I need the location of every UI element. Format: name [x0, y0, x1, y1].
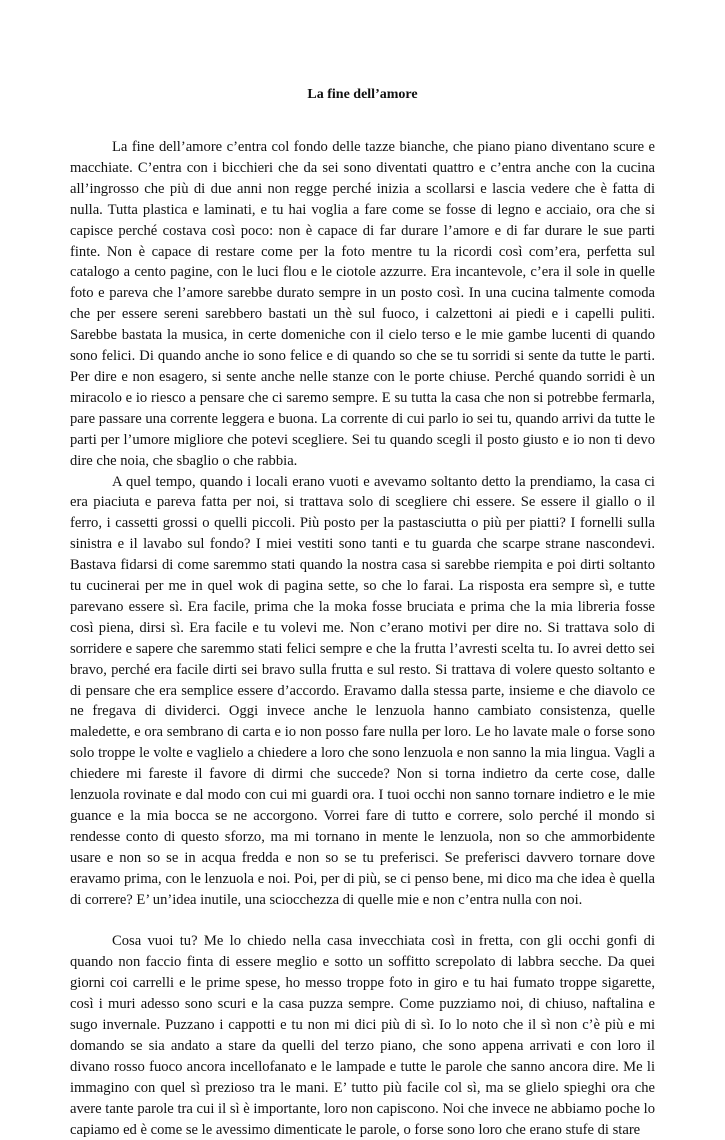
document-title: La fine dell’amore	[307, 87, 418, 102]
paragraph: La fine dell’amore c’entra col fondo delle tazze bianche, che piano piano diventano scure e macchiate. C’entra con i bicchieri che da sei sono diventati quattro e c’entra anche con la cucina all’ingrosso che più di due anni non regge perché inizia a scollarsi e lascia vedere che è fatta di nulla. Tutta plastica e laminati, e tu hai voglia a fare come se fosse di legno e acciaio, ora che si capisce perché costava così poco: non è capace di far durare l’amore e di far durare le sue parti finte. Non è capace di restare come per la foto mentre tu la ricordi così com’era, perfetta sul catalogo a cento pagine, con le luci flou e le ciotole azzurre. Era incantevole, c’era il sole in quelle foto e pareva che l’amore sarebbe durato sempre in un posto così. In una cucina talmente comoda che per essere sereni sarebbero bastati un thè sul fuoco, i calzettoni ai piedi e i capelli puliti. Sarebbe bastata la musica, in certe domeniche con il cielo terso e le mie gambe lucenti di quando sono felici. Di quando anche io sono felice e di quando so che se tu sorridi si sente da tutte le parti. Per dire e non esagero, si sente anche nelle stanze con le porte chiuse. Perché quando sorridi è un miracolo e io riesco a pensare che ci saremo sempre. E su tutta la casa che non si potrebbe fermarla, pare passare una corrente leggera e buona. La corrente di cui parlo io sei tu, quando arrivi da tutte le parti per l’umore migliore che potevi scegliere. Sei tu quando scegli il posto giusto e io non ti devo dire che noia, che sbaglio o che rabbia.	[70, 139, 655, 469]
paragraph: A quel tempo, quando i locali erano vuoti e avevamo soltanto detto la prendiamo, la casa ci era piaciuta e pareva fatta per noi, si trattava solo di scegliere chi essere. Se essere il giallo o il ferro, i cassetti grossi o quelli piccoli. Più posto per la pastasciutta o più per piatti? I fornelli sulla sinistra e il lavabo sul fondo? I miei vestiti sono tanti e tu guarda che scarpe strane nascondevi. Bastava fidarsi di come saremmo stati quando la nostra casa si sarebbe riempita e poi dirti soltanto tu cucinerai per me in quel wok di pagina sette, so che lo farai. La risposta era sempre sì, e tutte parevano essere sì. Era facile, prima che la moka fosse bruciata e prima che la mia libreria fosse così piena, dirsi sì. Era facile e tu volevi me. Non c’erano motivi per dire no. Si trattava solo di sorridere e sapere che saremmo stati felici sempre e che la frutta l’avresti scelta tu. Io avrei detto sei bravo, perché era facile dirti sei bravo sulla frutta e sul resto. Si trattava di volere questo soltanto e di pensare che era semplice essere d’accordo. Eravamo dalla stessa parte, insieme e che diavolo ce ne fregava di dividerci. Oggi invece anche le lenzuola hanno cambiato consistenza, quelle maledette, e ora sembrano di carta e io non posso fare nulla per loro. Le ho lavate male o forse sono solo troppe le volte e vaglielo a chiedere a loro che sono lenzuola e non sanno la mia lingua. Vagli a chiedere mi fareste il favore di dirmi che succede? Non si torna indietro da certe cose, dalle lenzuola rovinate e dal modo con cui mi guardi ora. I tuoi occhi non sanno tornare indietro e le mie guance e la mia bocca se ne accorgono. Vorrei fare di tutto e correre, solo perché il mondo si rendesse conto di questo sforzo, ma mi tornano in mente le lenzuola, non so che ammorbidente usare e non so se in acqua fredda e non so se tu preferisci. Se preferisci davvero tornare dove eravamo prima, con le lenzuola e noi. Poi, per di più, se ci penso bene, mi dico ma che idea è quella di correre? E’ un’idea inutile, una sciocchezza di quelle mie e non c’entra nulla con noi.	[70, 473, 655, 908]
paragraph: Cosa vuoi tu? Me lo chiedo nella casa invecchiata così in fretta, con gli occhi gonfi di quando non faccio finta di essere meglio e sotto un soffitto screpolato di labbra secche. Da quei giorni coi carrelli e le prime spese, ho messo troppe foto in giro e tu hai fumato troppe sigarette, così i muri adesso sono scuri e la casa puzza sempre. Come puzziamo noi, di chiuso, naftalina e sugo invernale. Puzzano i cappotti e tu non mi dici più di sì. Io lo noto che il sì non c’è più e mi domando se sia andato a stare da quelli del terzo piano, che sono appena arrivati e con loro il divano rosso fuoco ancora incellofanato e le lampade e tutte le parole che sanno ancora dire. Me li immagino con quel sì prezioso tra le mani. E’ tutto più facile col sì, ma se glielo spieghi ora che avere tante parole tra cui il sì è importante, loro non capiscono. Noi che invece ne abbiamo poche lo capiamo ed è come se le avessimo dimenticate le parole, o forse sono loro che erano stufe di stare	[70, 933, 655, 1138]
document-body	[70, 137, 655, 1140]
